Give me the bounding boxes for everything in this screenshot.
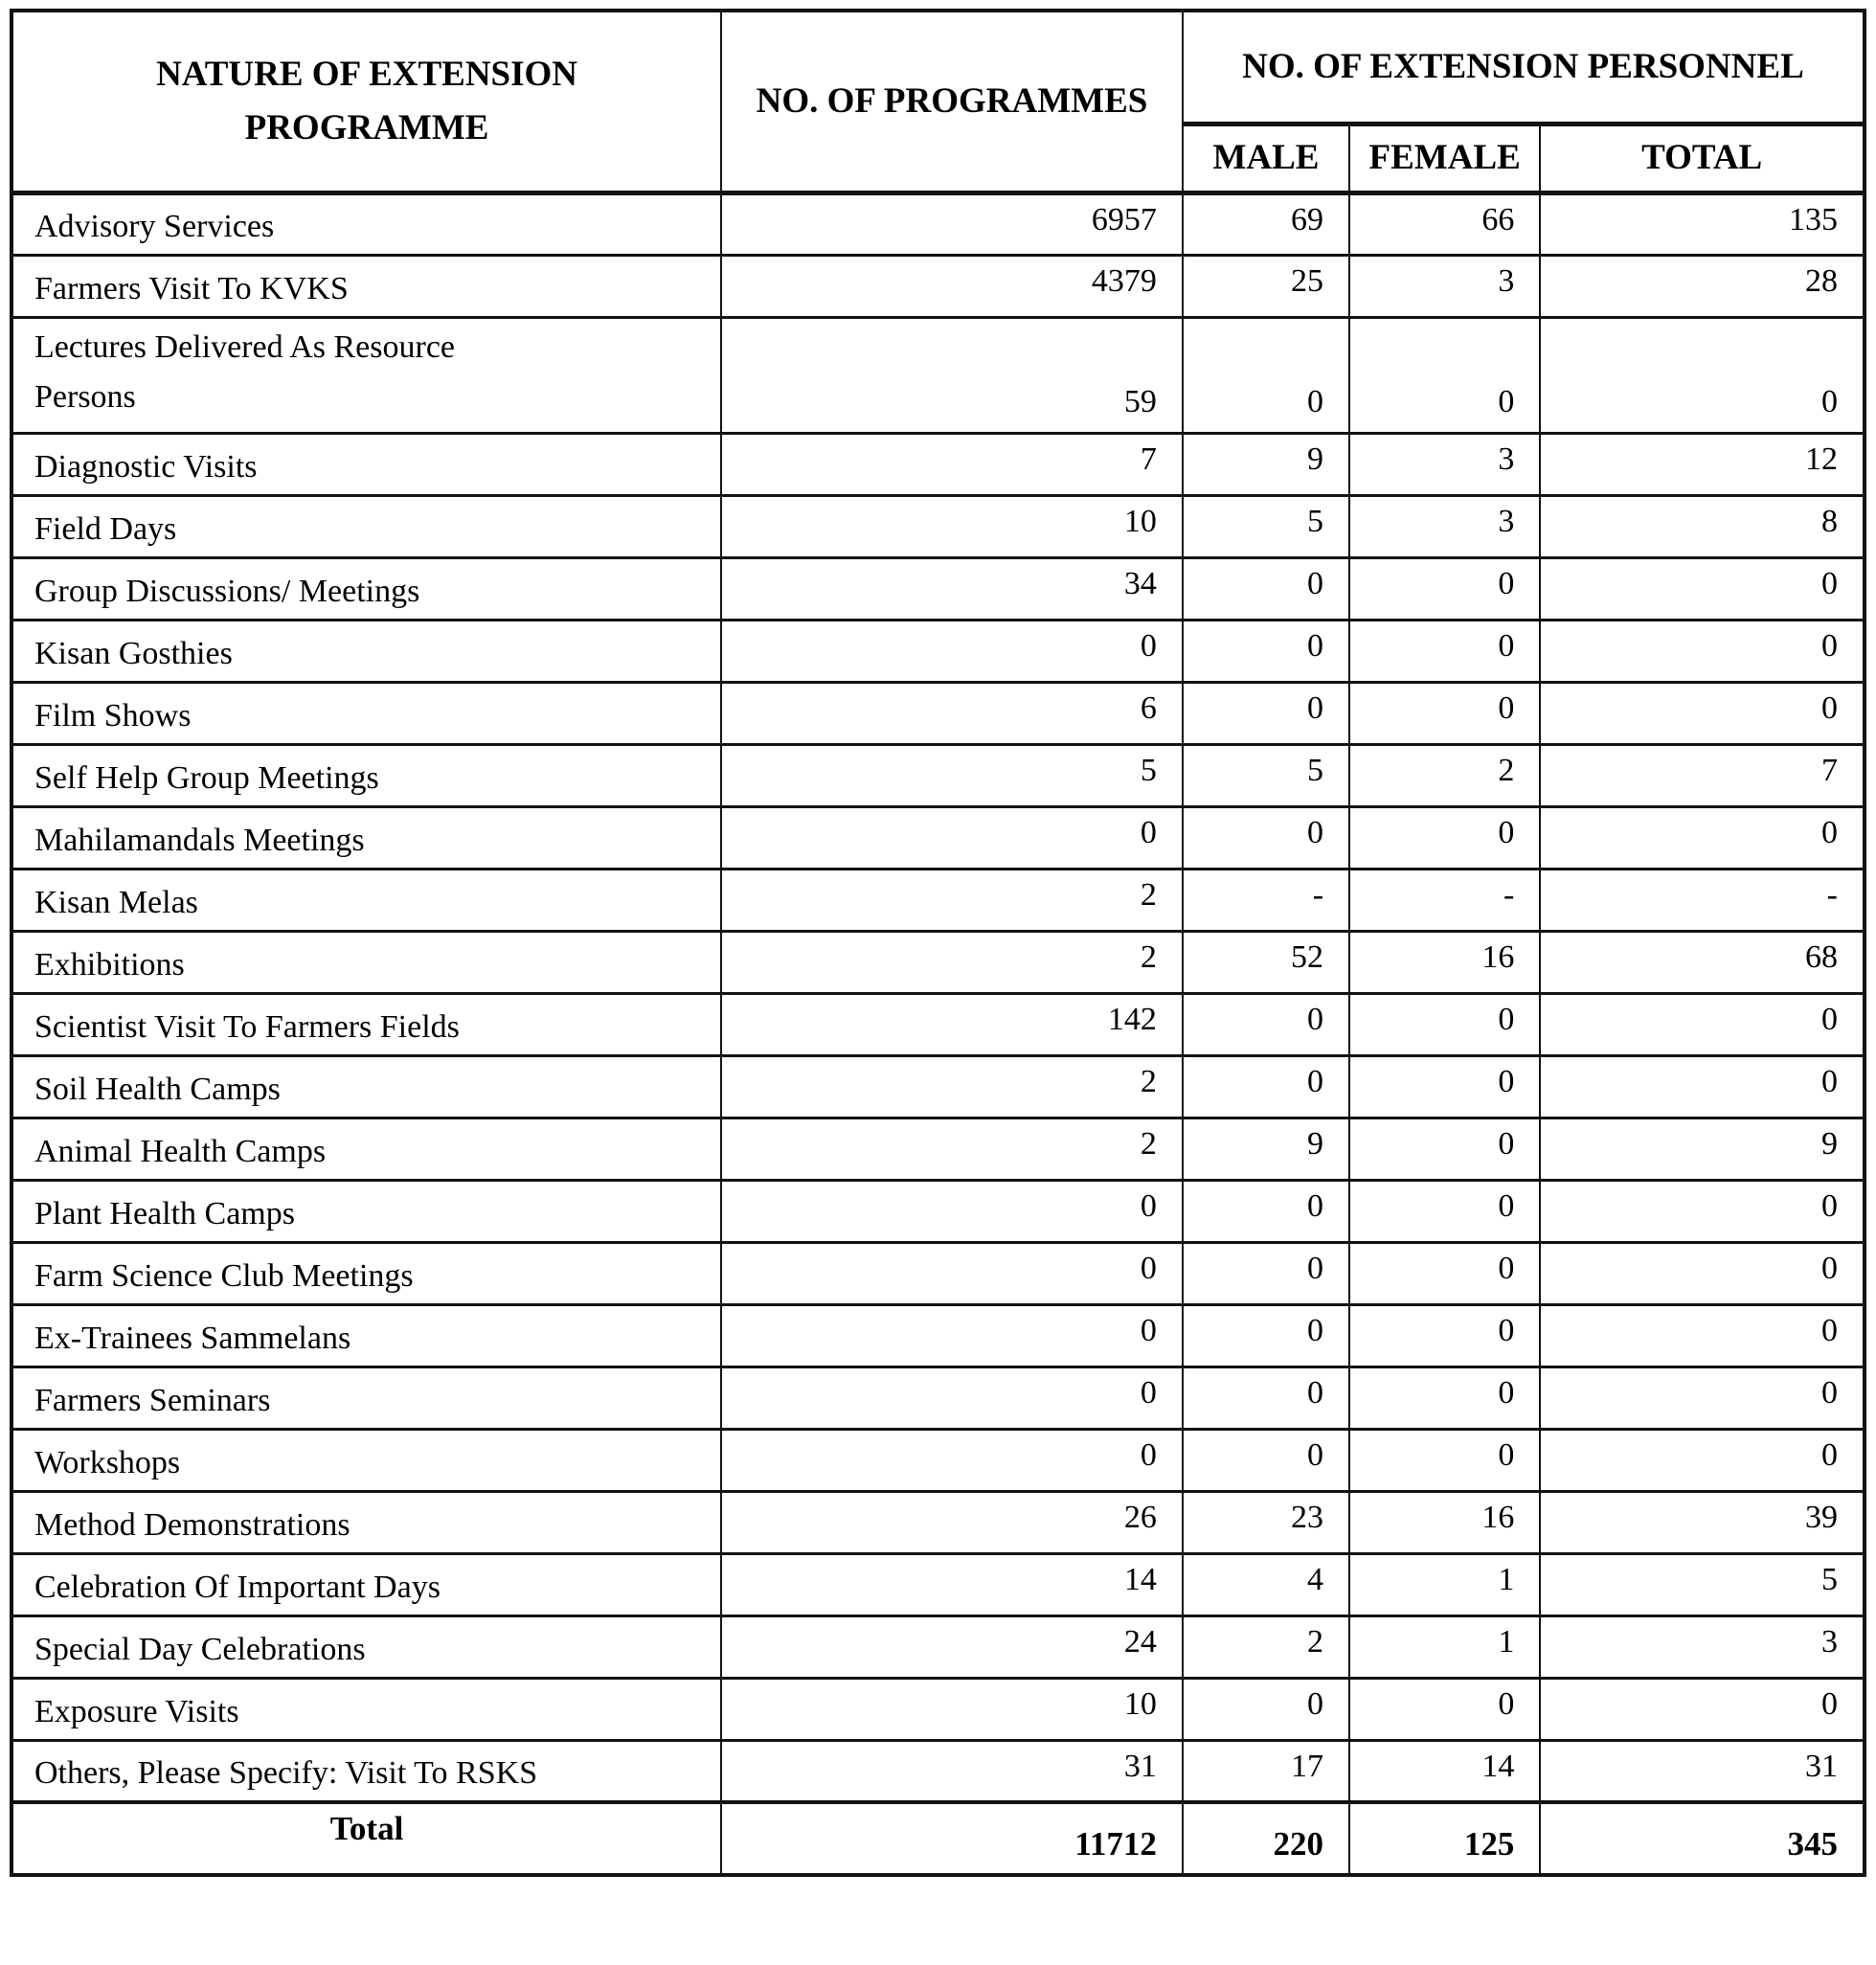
programme-name-cell: Diagnostic Visits <box>11 433 721 495</box>
total-female-cell: 125 <box>1349 1802 1540 1875</box>
programme-name-cell: Mahilamandals Meetings <box>11 806 721 869</box>
table-row <box>11 1118 1865 1180</box>
total-count-cell: 0 <box>1540 1366 1865 1429</box>
female-count-cell: 0 <box>1349 1678 1540 1740</box>
programme-name-cell: Celebration Of Important Days <box>11 1553 721 1615</box>
table-row <box>11 433 1865 495</box>
table-row <box>11 1429 1865 1491</box>
total-count-cell: 39 <box>1540 1491 1865 1553</box>
total-count-cell: 28 <box>1540 255 1865 317</box>
programmes-count-cell: 6 <box>721 682 1183 744</box>
programmes-count-cell: 0 <box>721 1304 1183 1366</box>
programmes-count-cell: 10 <box>721 1678 1183 1740</box>
female-count-cell: 0 <box>1349 1429 1540 1491</box>
extension-programmes-table <box>10 9 1866 1877</box>
male-count-cell: - <box>1183 869 1349 931</box>
programme-name-cell: Farmers Seminars <box>11 1366 721 1429</box>
total-count-cell: 0 <box>1540 993 1865 1055</box>
female-count-cell: 0 <box>1349 1118 1540 1180</box>
male-count-cell: 0 <box>1183 1055 1349 1118</box>
programme-name-cell: Kisan Melas <box>11 869 721 931</box>
total-count-cell: 8 <box>1540 495 1865 557</box>
header-no-of-programmes: NO. OF PROGRAMMES <box>721 11 1183 192</box>
female-count-cell: 1 <box>1349 1615 1540 1678</box>
programmes-count-cell: 4379 <box>721 255 1183 317</box>
programmes-count-cell: 0 <box>721 620 1183 682</box>
total-count-cell: 0 <box>1540 1242 1865 1304</box>
header-nature-of-extension-programme: NATURE OF EXTENSION PROGRAMME <box>11 11 721 192</box>
male-count-cell: 0 <box>1183 1429 1349 1491</box>
female-count-cell: 3 <box>1349 255 1540 317</box>
programme-name-cell: Group Discussions/ Meetings <box>11 557 721 620</box>
male-count-cell: 0 <box>1183 806 1349 869</box>
male-count-cell: 9 <box>1183 1118 1349 1180</box>
total-count-cell: 0 <box>1540 1180 1865 1242</box>
header-female: FEMALE <box>1349 124 1540 192</box>
total-programmes-cell: 11712 <box>721 1802 1183 1875</box>
table-row <box>11 1740 1865 1802</box>
total-count-cell: 0 <box>1540 317 1865 433</box>
header-male: MALE <box>1183 124 1349 192</box>
male-count-cell: 0 <box>1183 1180 1349 1242</box>
female-count-cell: 1 <box>1349 1553 1540 1615</box>
programmes-count-cell: 10 <box>721 495 1183 557</box>
male-count-cell: 0 <box>1183 317 1349 433</box>
total-count-cell: 0 <box>1540 806 1865 869</box>
total-label-cell: Total <box>11 1802 721 1875</box>
total-count-cell: 3 <box>1540 1615 1865 1678</box>
female-count-cell: 0 <box>1349 317 1540 433</box>
total-count-cell: 0 <box>1540 557 1865 620</box>
total-count-cell: 9 <box>1540 1118 1865 1180</box>
table-row <box>11 1304 1865 1366</box>
programme-name-cell: Others, Please Specify: Visit To RSKS <box>11 1740 721 1802</box>
programme-name-cell: Self Help Group Meetings <box>11 744 721 806</box>
female-count-cell: 16 <box>1349 931 1540 993</box>
programmes-count-cell: 2 <box>721 931 1183 993</box>
programme-name-cell: Exposure Visits <box>11 1678 721 1740</box>
male-count-cell: 2 <box>1183 1615 1349 1678</box>
total-row <box>11 1802 1865 1875</box>
table-row <box>11 993 1865 1055</box>
programmes-count-cell: 59 <box>721 317 1183 433</box>
table-row <box>11 557 1865 620</box>
programmes-count-cell: 0 <box>721 1429 1183 1491</box>
total-count-cell: 0 <box>1540 1304 1865 1366</box>
programmes-count-cell: 142 <box>721 993 1183 1055</box>
programmes-count-cell: 5 <box>721 744 1183 806</box>
male-count-cell: 0 <box>1183 993 1349 1055</box>
programme-name-cell: Plant Health Camps <box>11 1180 721 1242</box>
total-count-cell: 68 <box>1540 931 1865 993</box>
table-row <box>11 806 1865 869</box>
male-count-cell: 4 <box>1183 1553 1349 1615</box>
female-count-cell: 16 <box>1349 1491 1540 1553</box>
programme-name-cell: Farmers Visit To KVKS <box>11 255 721 317</box>
table-row <box>11 1242 1865 1304</box>
total-count-cell: - <box>1540 869 1865 931</box>
programme-name-cell: Special Day Celebrations <box>11 1615 721 1678</box>
female-count-cell: 14 <box>1349 1740 1540 1802</box>
male-count-cell: 0 <box>1183 1304 1349 1366</box>
table-row <box>11 620 1865 682</box>
female-count-cell: 3 <box>1349 495 1540 557</box>
header-total: TOTAL <box>1540 124 1865 192</box>
female-count-cell: 0 <box>1349 1366 1540 1429</box>
header-no-of-extension-personnel: NO. OF EXTENSION PERSONNEL <box>1183 11 1865 124</box>
female-count-cell: 0 <box>1349 1055 1540 1118</box>
programmes-count-cell: 31 <box>721 1740 1183 1802</box>
programmes-count-cell: 6957 <box>721 192 1183 255</box>
female-count-cell: 3 <box>1349 433 1540 495</box>
table-row <box>11 869 1865 931</box>
male-count-cell: 5 <box>1183 744 1349 806</box>
male-count-cell: 69 <box>1183 192 1349 255</box>
total-count-cell: 0 <box>1540 620 1865 682</box>
table-row <box>11 1491 1865 1553</box>
table-row <box>11 1615 1865 1678</box>
programmes-count-cell: 7 <box>721 433 1183 495</box>
programmes-count-cell: 0 <box>721 1180 1183 1242</box>
female-count-cell: 66 <box>1349 192 1540 255</box>
table-row <box>11 192 1865 255</box>
female-count-cell: 0 <box>1349 993 1540 1055</box>
programmes-count-cell: 2 <box>721 1118 1183 1180</box>
male-count-cell: 0 <box>1183 557 1349 620</box>
total-count-cell: 0 <box>1540 682 1865 744</box>
male-count-cell: 5 <box>1183 495 1349 557</box>
male-count-cell: 17 <box>1183 1740 1349 1802</box>
table-row <box>11 495 1865 557</box>
total-count-cell: 31 <box>1540 1740 1865 1802</box>
programme-name-cell: Exhibitions <box>11 931 721 993</box>
table-row <box>11 1678 1865 1740</box>
female-count-cell: - <box>1349 869 1540 931</box>
total-total-cell: 345 <box>1540 1802 1865 1875</box>
table-row <box>11 931 1865 993</box>
female-count-cell: 0 <box>1349 557 1540 620</box>
male-count-cell: 9 <box>1183 433 1349 495</box>
male-count-cell: 23 <box>1183 1491 1349 1553</box>
programmes-count-cell: 34 <box>721 557 1183 620</box>
male-count-cell: 0 <box>1183 1366 1349 1429</box>
table-row <box>11 744 1865 806</box>
total-count-cell: 0 <box>1540 1055 1865 1118</box>
male-count-cell: 0 <box>1183 620 1349 682</box>
table-footer <box>11 1802 1865 1875</box>
programme-name-cell: Advisory Services <box>11 192 721 255</box>
female-count-cell: 0 <box>1349 682 1540 744</box>
male-count-cell: 52 <box>1183 931 1349 993</box>
male-count-cell: 0 <box>1183 682 1349 744</box>
male-count-cell: 0 <box>1183 1678 1349 1740</box>
programme-name-cell: Film Shows <box>11 682 721 744</box>
table-row <box>11 317 1865 433</box>
male-count-cell: 0 <box>1183 1242 1349 1304</box>
table-header <box>11 11 1865 192</box>
total-count-cell: 5 <box>1540 1553 1865 1615</box>
programme-name-cell: Scientist Visit To Farmers Fields <box>11 993 721 1055</box>
programme-name-cell: Farm Science Club Meetings <box>11 1242 721 1304</box>
programmes-count-cell: 24 <box>721 1615 1183 1678</box>
programme-name-cell: Method Demonstrations <box>11 1491 721 1553</box>
female-count-cell: 0 <box>1349 806 1540 869</box>
programmes-count-cell: 14 <box>721 1553 1183 1615</box>
programme-name-cell: Ex-Trainees Sammelans <box>11 1304 721 1366</box>
programmes-count-cell: 0 <box>721 1242 1183 1304</box>
female-count-cell: 0 <box>1349 1180 1540 1242</box>
programmes-count-cell: 2 <box>721 1055 1183 1118</box>
table-row <box>11 1366 1865 1429</box>
female-count-cell: 0 <box>1349 1242 1540 1304</box>
total-count-cell: 135 <box>1540 192 1865 255</box>
programme-name-cell: Workshops <box>11 1429 721 1491</box>
total-male-cell: 220 <box>1183 1802 1349 1875</box>
programmes-count-cell: 2 <box>721 869 1183 931</box>
female-count-cell: 2 <box>1349 744 1540 806</box>
table-row <box>11 1553 1865 1615</box>
total-count-cell: 7 <box>1540 744 1865 806</box>
table-body <box>11 192 1865 1802</box>
programme-name-cell: Soil Health Camps <box>11 1055 721 1118</box>
table-row <box>11 1180 1865 1242</box>
male-count-cell: 25 <box>1183 255 1349 317</box>
female-count-cell: 0 <box>1349 620 1540 682</box>
female-count-cell: 0 <box>1349 1304 1540 1366</box>
programme-name-cell: Animal Health Camps <box>11 1118 721 1180</box>
programmes-count-cell: 0 <box>721 1366 1183 1429</box>
programmes-count-cell: 26 <box>721 1491 1183 1553</box>
programme-name-cell: Kisan Gosthies <box>11 620 721 682</box>
total-count-cell: 12 <box>1540 433 1865 495</box>
table-row <box>11 255 1865 317</box>
programmes-count-cell: 0 <box>721 806 1183 869</box>
programme-name-cell: Field Days <box>11 495 721 557</box>
table-row <box>11 1055 1865 1118</box>
total-count-cell: 0 <box>1540 1678 1865 1740</box>
total-count-cell: 0 <box>1540 1429 1865 1491</box>
table-row <box>11 682 1865 744</box>
programme-name-cell: Lectures Delivered As Resource Persons <box>11 317 721 433</box>
